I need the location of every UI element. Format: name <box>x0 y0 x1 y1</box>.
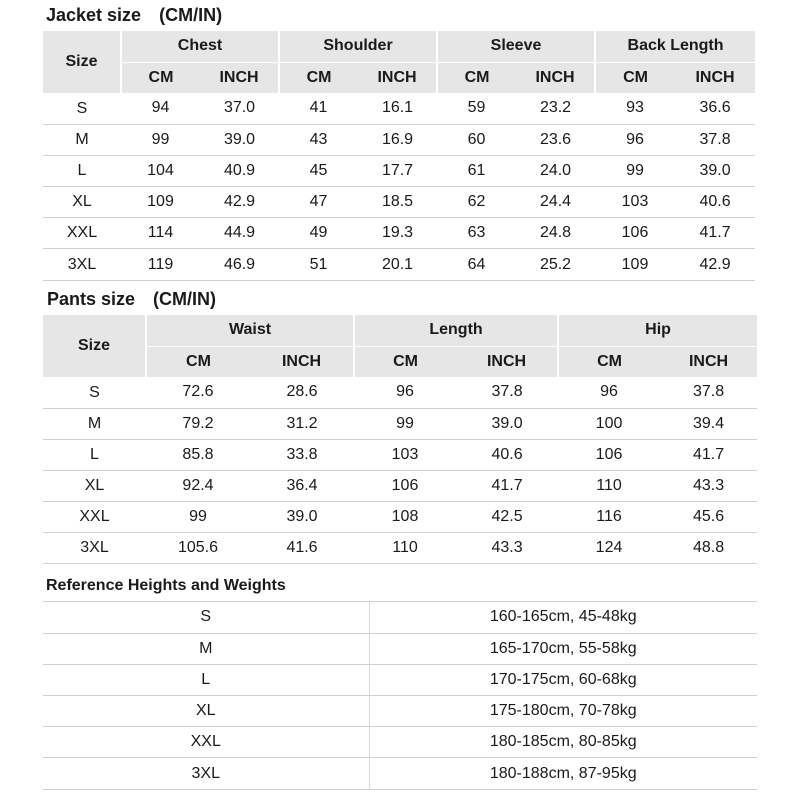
jacket-unit-header: CM <box>437 62 516 93</box>
value-cell: 40.9 <box>200 155 279 186</box>
size-cell: L <box>43 439 146 470</box>
value-cell: 41.7 <box>660 439 757 470</box>
table-row <box>43 501 757 532</box>
value-cell: 17.7 <box>358 155 437 186</box>
size-cell: XL <box>43 696 369 727</box>
jacket-title-text: Jacket size <box>46 5 142 25</box>
value-cell: 24.4 <box>516 187 595 218</box>
value-cell: 16.1 <box>358 93 437 124</box>
value-cell: 36.4 <box>250 470 354 501</box>
value-cell: 110 <box>354 532 456 563</box>
value-cell: 24.8 <box>516 218 595 249</box>
pants-group-header: Hip <box>558 315 757 346</box>
table-row <box>43 758 757 789</box>
table-row <box>43 249 755 280</box>
value-cell: 43.3 <box>660 470 757 501</box>
table-row <box>43 532 757 563</box>
value-cell: 41.6 <box>250 532 354 563</box>
value-cell: 62 <box>437 187 516 218</box>
value-cell: 37.8 <box>675 124 755 155</box>
value-cell: 39.0 <box>675 155 755 186</box>
value-cell: 37.8 <box>456 377 558 408</box>
size-cell: XL <box>43 187 121 218</box>
value-cell: 109 <box>595 249 675 280</box>
pants-unit-text: (CM/IN) <box>153 289 217 309</box>
pants-group-header: Waist <box>146 315 354 346</box>
value-cell: 160-165cm, 45-48kg <box>369 602 757 633</box>
pants-size-table <box>43 315 757 564</box>
value-cell: 36.6 <box>675 93 755 124</box>
value-cell: 40.6 <box>675 187 755 218</box>
pants-group-header: Length <box>354 315 558 346</box>
value-cell: 45.6 <box>660 501 757 532</box>
pants-unit-header: CM <box>354 346 456 377</box>
size-cell: XL <box>43 470 146 501</box>
value-cell: 37.0 <box>200 93 279 124</box>
table-row <box>43 470 757 501</box>
value-cell: 40.6 <box>456 439 558 470</box>
reference-title: Reference Heights and Weights <box>46 577 286 594</box>
jacket-unit-header: CM <box>595 62 675 93</box>
value-cell: 39.0 <box>456 408 558 439</box>
value-cell: 99 <box>354 408 456 439</box>
table-row <box>43 155 755 186</box>
value-cell: 63 <box>437 218 516 249</box>
jacket-size-title <box>46 5 222 26</box>
value-cell: 106 <box>595 218 675 249</box>
jacket-size-header: Size <box>43 31 121 93</box>
table-row <box>43 439 757 470</box>
value-cell: 103 <box>595 187 675 218</box>
jacket-unit-header: INCH <box>516 62 595 93</box>
pants-unit-header: INCH <box>456 346 558 377</box>
value-cell: 24.0 <box>516 155 595 186</box>
value-cell: 96 <box>558 377 660 408</box>
size-cell: S <box>43 377 146 408</box>
table-row <box>43 377 757 408</box>
value-cell: 96 <box>595 124 675 155</box>
jacket-group-header: Shoulder <box>279 31 437 62</box>
table-row <box>43 408 757 439</box>
value-cell: 23.6 <box>516 124 595 155</box>
value-cell: 41.7 <box>675 218 755 249</box>
value-cell: 124 <box>558 532 660 563</box>
table-row <box>43 696 757 727</box>
value-cell: 108 <box>354 501 456 532</box>
value-cell: 41 <box>279 93 358 124</box>
value-cell: 51 <box>279 249 358 280</box>
value-cell: 114 <box>121 218 200 249</box>
value-cell: 42.5 <box>456 501 558 532</box>
value-cell: 104 <box>121 155 200 186</box>
value-cell: 105.6 <box>146 532 250 563</box>
value-cell: 106 <box>558 439 660 470</box>
value-cell: 170-175cm, 60-68kg <box>369 664 757 695</box>
table-row <box>43 218 755 249</box>
value-cell: 85.8 <box>146 439 250 470</box>
reference-table <box>43 602 757 790</box>
value-cell: 43.3 <box>456 532 558 563</box>
value-cell: 109 <box>121 187 200 218</box>
jacket-group-header: Sleeve <box>437 31 595 62</box>
size-cell: 3XL <box>43 532 146 563</box>
value-cell: 116 <box>558 501 660 532</box>
value-cell: 72.6 <box>146 377 250 408</box>
value-cell: 119 <box>121 249 200 280</box>
table-row <box>43 727 757 758</box>
jacket-table-body <box>43 93 755 280</box>
jacket-size-table <box>43 31 755 281</box>
value-cell: 99 <box>121 124 200 155</box>
jacket-unit-text: (CM/IN) <box>159 5 223 25</box>
value-cell: 45 <box>279 155 358 186</box>
value-cell: 18.5 <box>358 187 437 218</box>
value-cell: 64 <box>437 249 516 280</box>
value-cell: 103 <box>354 439 456 470</box>
jacket-group-header: Chest <box>121 31 279 62</box>
size-cell: XXL <box>43 218 121 249</box>
pants-size-header: Size <box>43 315 146 377</box>
size-cell: XXL <box>43 501 146 532</box>
size-cell: S <box>43 93 121 124</box>
value-cell: 94 <box>121 93 200 124</box>
value-cell: 60 <box>437 124 516 155</box>
table-row <box>43 187 755 218</box>
value-cell: 59 <box>437 93 516 124</box>
table-row <box>43 633 757 664</box>
value-cell: 110 <box>558 470 660 501</box>
pants-title-text: Pants size <box>47 289 136 309</box>
table-row <box>43 124 755 155</box>
size-cell: 3XL <box>43 758 369 789</box>
size-cell: L <box>43 155 121 186</box>
value-cell: 19.3 <box>358 218 437 249</box>
size-cell: 3XL <box>43 249 121 280</box>
pants-size-title <box>47 289 216 310</box>
jacket-group-header: Back Length <box>595 31 755 62</box>
size-cell: L <box>43 664 369 695</box>
value-cell: 41.7 <box>456 470 558 501</box>
value-cell: 42.9 <box>675 249 755 280</box>
value-cell: 39.0 <box>250 501 354 532</box>
value-cell: 165-170cm, 55-58kg <box>369 633 757 664</box>
value-cell: 100 <box>558 408 660 439</box>
jacket-unit-header: CM <box>121 62 200 93</box>
value-cell: 16.9 <box>358 124 437 155</box>
value-cell: 92.4 <box>146 470 250 501</box>
pants-unit-header: INCH <box>660 346 757 377</box>
size-cell: XXL <box>43 727 369 758</box>
value-cell: 33.8 <box>250 439 354 470</box>
value-cell: 180-185cm, 80-85kg <box>369 727 757 758</box>
size-cell: M <box>43 124 121 155</box>
value-cell: 31.2 <box>250 408 354 439</box>
pants-unit-header: INCH <box>250 346 354 377</box>
pants-table-body <box>43 377 757 564</box>
jacket-unit-header: INCH <box>358 62 437 93</box>
jacket-unit-header: INCH <box>675 62 755 93</box>
size-cell: M <box>43 408 146 439</box>
value-cell: 175-180cm, 70-78kg <box>369 696 757 727</box>
pants-unit-header: CM <box>558 346 660 377</box>
value-cell: 20.1 <box>358 249 437 280</box>
value-cell: 43 <box>279 124 358 155</box>
value-cell: 99 <box>146 501 250 532</box>
value-cell: 37.8 <box>660 377 757 408</box>
value-cell: 106 <box>354 470 456 501</box>
value-cell: 47 <box>279 187 358 218</box>
value-cell: 25.2 <box>516 249 595 280</box>
value-cell: 28.6 <box>250 377 354 408</box>
value-cell: 46.9 <box>200 249 279 280</box>
value-cell: 39.4 <box>660 408 757 439</box>
size-cell: M <box>43 633 369 664</box>
table-row <box>43 93 755 124</box>
value-cell: 23.2 <box>516 93 595 124</box>
table-row <box>43 664 757 695</box>
table-row <box>43 602 757 633</box>
value-cell: 96 <box>354 377 456 408</box>
value-cell: 49 <box>279 218 358 249</box>
value-cell: 39.0 <box>200 124 279 155</box>
pants-unit-header: CM <box>146 346 250 377</box>
jacket-unit-header: INCH <box>200 62 279 93</box>
value-cell: 61 <box>437 155 516 186</box>
jacket-unit-header: CM <box>279 62 358 93</box>
value-cell: 79.2 <box>146 408 250 439</box>
reference-table-body <box>43 602 757 789</box>
value-cell: 44.9 <box>200 218 279 249</box>
size-cell: S <box>43 602 369 633</box>
value-cell: 99 <box>595 155 675 186</box>
value-cell: 180-188cm, 87-95kg <box>369 758 757 789</box>
value-cell: 42.9 <box>200 187 279 218</box>
value-cell: 93 <box>595 93 675 124</box>
value-cell: 48.8 <box>660 532 757 563</box>
